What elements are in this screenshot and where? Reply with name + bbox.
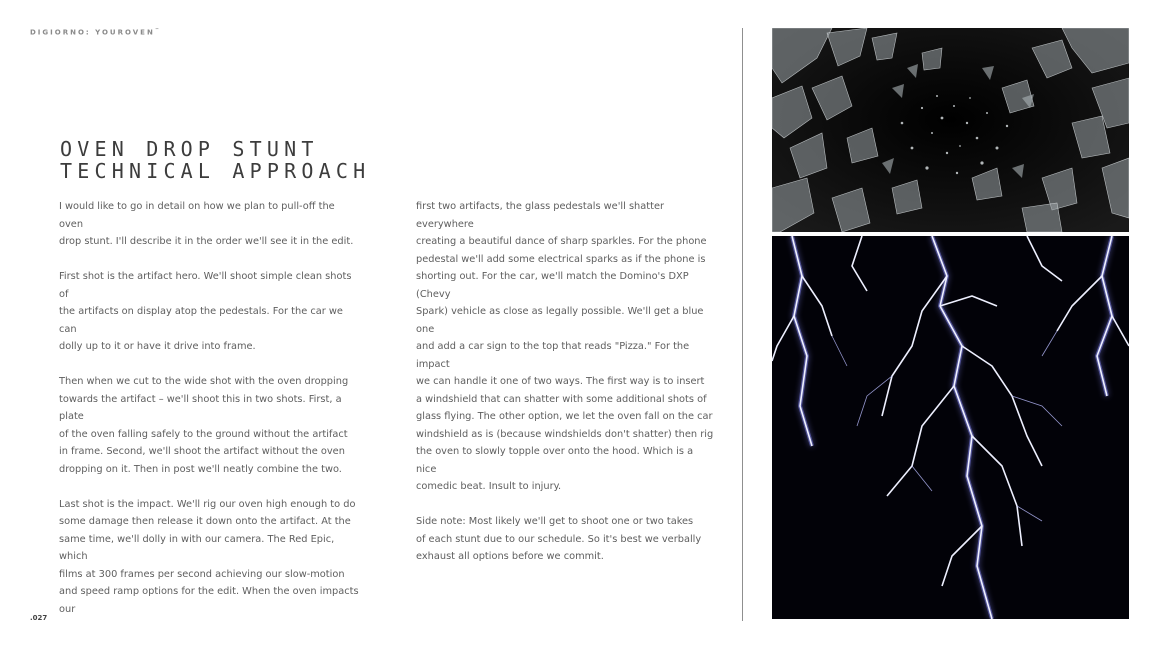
text-line: comedic beat. Insult to injury.: [416, 481, 562, 492]
text-line: shorting out. For the car, we'll match the Domino's DXP (Chevy: [416, 271, 689, 300]
text-line: first two artifacts, the glass pedestals we'll shatter everywhere: [416, 201, 665, 230]
title-line-1: OVEN DROP STUNT: [60, 137, 319, 161]
brand-name: DIGIORNO: YOUROVEN: [30, 28, 155, 37]
brand-trademark: ™: [154, 27, 159, 32]
lightning-photo: [772, 236, 1129, 619]
paragraph: [416, 198, 716, 496]
text-line: Spark) vehicle as close as legally possible. We'll get a blue one: [416, 306, 704, 335]
text-line: the artifacts on display atop the pedestals. For the car we can: [59, 306, 343, 335]
text-line: dolly up to it or have it drive into frame.: [59, 341, 256, 352]
text-line: glass flying. The other option, we let the oven fall on the car: [416, 411, 713, 422]
text-line: I would like to go in detail on how we plan to pull-off the oven: [59, 201, 335, 230]
text-line: Then when we cut to the wide shot with the oven dropping: [59, 376, 349, 387]
text-line: some damage then release it down onto the artifact. At the: [59, 516, 351, 527]
text-line: films at 300 frames per second achieving our slow-motion: [59, 568, 345, 580]
text-line: same time, we'll dolly in with our camera. The Red Epic, which: [59, 533, 335, 562]
text-line: First shot is the artifact hero. We'll shoot simple clean shots of: [59, 271, 352, 300]
text-line: in frame. Second, we'll shoot the artifact without the oven: [59, 446, 345, 457]
text-line: we can handle it one of two ways. The first way is to insert: [416, 376, 705, 387]
text-line: of each stunt due to our schedule. So it's best we verbally: [416, 533, 702, 545]
text-line: of the oven falling safely to the ground without the artifact: [59, 428, 348, 440]
shattered-glass-graphic: [772, 28, 1129, 232]
shattered-glass-photo: [772, 28, 1129, 232]
page-number: .027: [30, 614, 48, 622]
vertical-divider: [742, 28, 743, 621]
lightning-graphic: [772, 236, 1129, 619]
text-line: Last shot is the impact. We'll rig our oven high enough to do: [59, 498, 356, 510]
text-line: the oven to slowly topple over onto the hood. Which is a nice: [416, 446, 694, 475]
text-line: and speed ramp options for the edit. When the oven impacts our: [59, 586, 359, 615]
text-line: and add a car sign to the top that reads "Pizza." For the impact: [416, 341, 690, 370]
text-line: pedestal we'll add some electrical sparks as if the phone is: [416, 253, 706, 265]
body-column-left: [59, 198, 359, 636]
text-line: dropping on it. Then in post we'll neatly combine the two.: [59, 463, 342, 475]
brand-header: [30, 27, 159, 36]
paragraph: [59, 373, 359, 478]
text-line: windshield as is (because windshields don't shatter) then rig: [416, 428, 714, 440]
page-title: [60, 138, 370, 182]
text-line: exhaust all options before we commit.: [416, 551, 604, 562]
paragraph: [59, 198, 359, 251]
text-line: Side note: Most likely we'll get to shoot one or two takes: [416, 516, 694, 527]
paragraph: [59, 268, 359, 356]
text-line: towards the artifact – we'll shoot this in two shots. First, a plate: [59, 393, 342, 422]
paragraph: [416, 513, 716, 566]
text-line: a windshield that can shatter with some additional shots of: [416, 393, 707, 405]
text-line: creating a beautiful dance of sharp sparkles. For the phone: [416, 236, 707, 247]
text-line: drop stunt. I'll describe it in the order we'll see it in the edit.: [59, 236, 354, 247]
paragraph: [59, 496, 359, 619]
body-column-right: [416, 198, 716, 583]
title-line-2: TECHNICAL APPROACH: [60, 159, 371, 183]
